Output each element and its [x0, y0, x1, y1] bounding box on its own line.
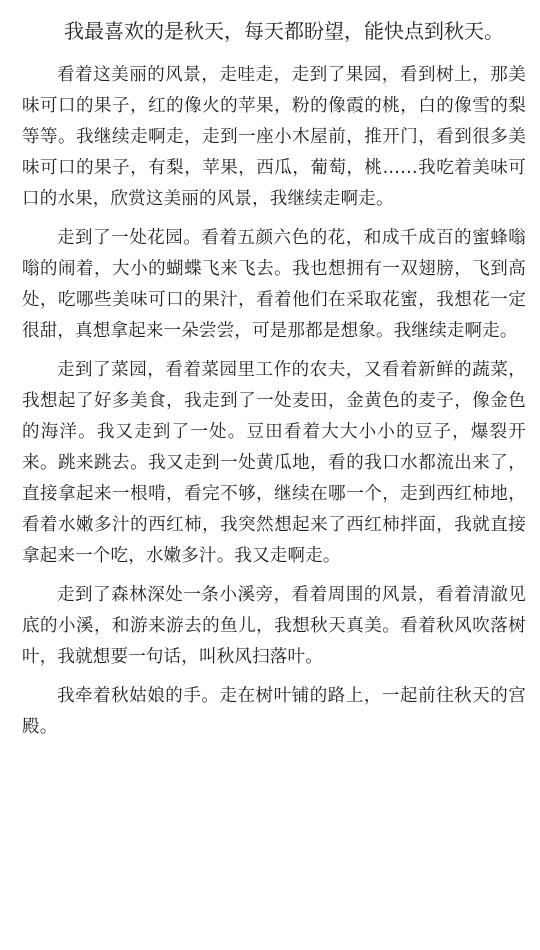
paragraph-3: 走到了菜园，看着菜园里工作的农夫，又看着新鲜的蔬菜，我想起了好多美食，我走到了一处麦田，金黄色的麦子，像金色的海洋。我又走到了一处。豆田看着大大小小的豆子，爆裂开来。跳来跳去。我又走到一处黄瓜地，看的我口水都流出来了，直接拿起来一根啃，看完不够，继续在哪一个，走到西红柿地，看着水嫩多汁的西红柿，我突然想起来了西红柿拌面，我就直接拿起来一个吃，水嫩多汁。我又走啊走。 [22, 360, 526, 566]
paragraph-2: 走到了一处花园。看着五颜六色的花，和成千成百的蜜蜂嗡嗡的闹着，大小的蝴蝶飞来飞去。我也想拥有一双翅膀，飞到高处，吃哪些美味可口的果汁，看着他们在采取花蜜，我想花一定很甜，真想拿起来一朵尝尝，可是那都是想象。我继续走啊走。 [22, 228, 526, 341]
paragraph-5: 我牵着秋姑娘的手。走在树叶铺的路上，一起前往秋天的宫殿。 [22, 686, 526, 737]
paragraph-1: 看着这美丽的风景，走哇走，走到了果园，看到树上，那美味可口的果子，红的像火的苹果，粉的像霞的桃，白的像雪的梨等等。我继续走啊走，走到一座小木屋前，推开门，看到很多美味可口的果子，有梨，苹果，西瓜，葡萄，桃……我吃着美味可口的水果，欣赏这美丽的风景，我继续走啊走。 [22, 65, 526, 209]
paragraph-4: 走到了森林深处一条小溪旁，看着周围的风景，看着清澈见底的小溪，和游来游去的鱼儿，我想秋天真美。看着秋风吹落树叶，我就想要一句话，叫秋风扫落叶。 [22, 585, 526, 667]
essay-title: 我最喜欢的是秋天，每天都盼望，能快点到秋天。 [64, 19, 504, 43]
